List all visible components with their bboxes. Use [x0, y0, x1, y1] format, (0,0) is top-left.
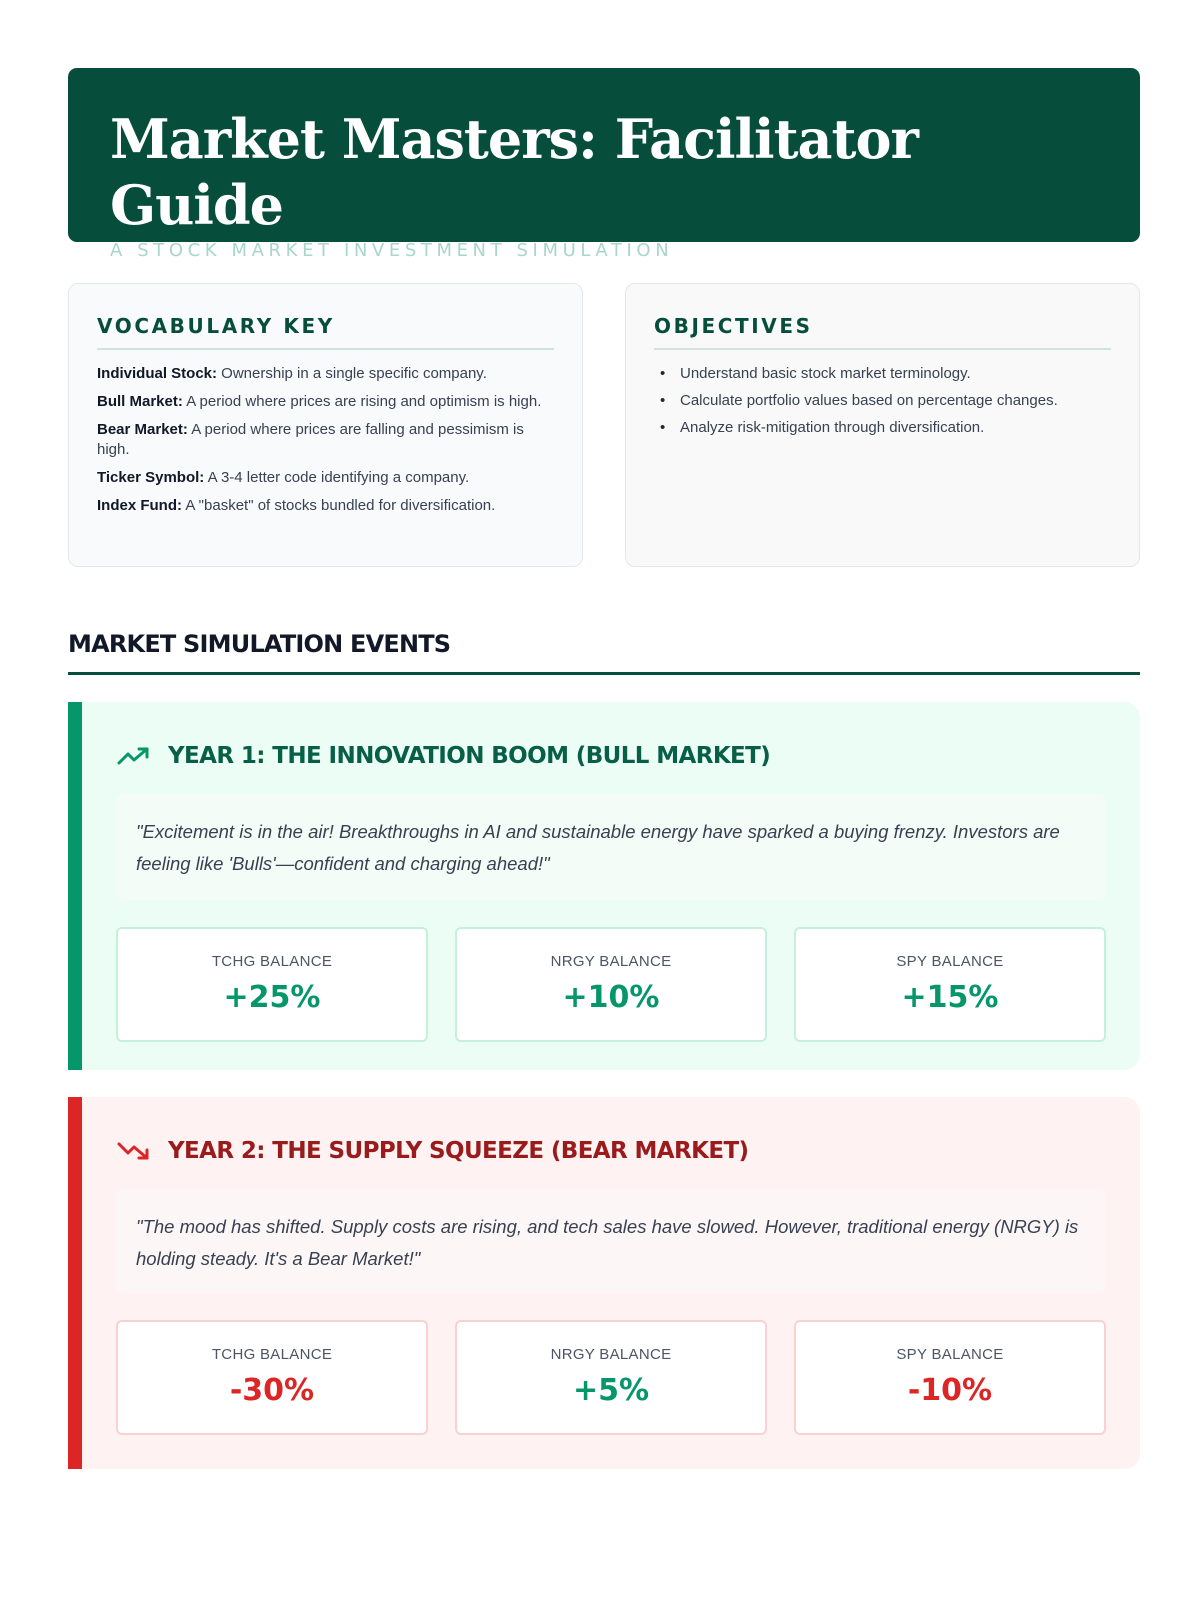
balance-value: +25%: [223, 980, 321, 1015]
event-accent-bar: [68, 1097, 82, 1469]
info-cards: [68, 283, 1140, 567]
event-title: YEAR 1: THE INNOVATION BOOM (BULL MARKET): [168, 743, 771, 769]
vocabulary-heading: VOCABULARY KEY: [97, 314, 554, 350]
vocabulary-term: Individual Stock:: [97, 365, 218, 382]
vocabulary-list: [97, 364, 554, 516]
vocabulary-term: Ticker Symbol:: [97, 469, 205, 486]
objective-item: • Calculate portfolio values based on percentage changes.: [654, 391, 1111, 411]
balance-label: TCHG BALANCE: [211, 953, 333, 970]
vocabulary-definition: A 3-4 letter code identifying a company.: [204, 469, 470, 486]
event-quote: "The mood has shifted. Supply costs are rising, and tech sales have slowed. However, traditional energy (NRGY) is holding steady. It's a Bear Market!": [116, 1189, 1106, 1293]
vocabulary-term: Index Fund:: [97, 497, 182, 514]
page-title: Market Masters: Facilitator Guide: [110, 107, 918, 237]
vocabulary-item: [97, 420, 554, 460]
vocabulary-item: [97, 468, 554, 488]
balance-label: SPY BALANCE: [896, 1346, 1004, 1363]
balance-value: -30%: [229, 1373, 315, 1408]
vocabulary-item: [97, 364, 554, 384]
balance-card: [455, 927, 767, 1042]
vocabulary-term: Bull Market:: [97, 393, 183, 410]
trending-up-icon: [116, 744, 152, 768]
page-subtitle: A STOCK MARKET INVESTMENT SIMULATION: [110, 240, 674, 261]
balance-value: +5%: [572, 1373, 650, 1408]
section-title: MARKET SIMULATION EVENTS: [68, 630, 1140, 675]
balance-value: +15%: [901, 980, 999, 1015]
event-header: [116, 1133, 1106, 1169]
balance-card: [794, 1320, 1106, 1435]
objectives-heading: OBJECTIVES: [654, 314, 1111, 350]
vocabulary-definition: A period where prices are rising and optimism is high.: [182, 393, 542, 410]
balance-card: [455, 1320, 767, 1435]
balance-value: -10%: [907, 1373, 993, 1408]
vocabulary-item: [97, 496, 554, 516]
trending-down-icon: [116, 1139, 152, 1163]
objectives-card: [625, 283, 1140, 567]
balance-row: [116, 1320, 1106, 1435]
header-banner: [68, 68, 1140, 261]
balance-label: NRGY BALANCE: [550, 953, 672, 970]
page: [68, 68, 1140, 1469]
vocabulary-item: [97, 392, 554, 412]
event-card-year-1: [68, 702, 1140, 1070]
event-card-year-2: [68, 1097, 1140, 1469]
balance-row: [116, 927, 1106, 1042]
objectives-list: [654, 364, 1111, 438]
vocabulary-definition: Ownership in a single specific company.: [217, 365, 487, 382]
vocabulary-card: [68, 283, 583, 567]
balance-label: SPY BALANCE: [896, 953, 1004, 970]
vocabulary-definition: A period where prices are falling and pessimism is high.: [97, 421, 524, 458]
event-quote: "Excitement is in the air! Breakthroughs in AI and sustainable energy have sparked a buying frenzy. Investors are feeling like 'Bulls'—confident and charging ahead!": [116, 794, 1106, 900]
event-title: YEAR 2: THE SUPPLY SQUEEZE (BEAR MARKET): [168, 1138, 749, 1164]
vocabulary-term: Bear Market:: [97, 421, 188, 438]
event-accent-bar: [68, 702, 82, 1070]
objective-item: • Understand basic stock market terminology.: [654, 364, 1111, 384]
objective-item: • Analyze risk-mitigation through diversification.: [654, 418, 1111, 438]
vocabulary-definition: A "basket" of stocks bundled for diversification.: [182, 497, 496, 514]
balance-label: NRGY BALANCE: [550, 1346, 672, 1363]
event-header: [116, 738, 1106, 774]
balance-card: [116, 927, 428, 1042]
balance-value: +10%: [562, 980, 660, 1015]
balance-card: [794, 927, 1106, 1042]
balance-label: TCHG BALANCE: [211, 1346, 333, 1363]
balance-card: [116, 1320, 428, 1435]
